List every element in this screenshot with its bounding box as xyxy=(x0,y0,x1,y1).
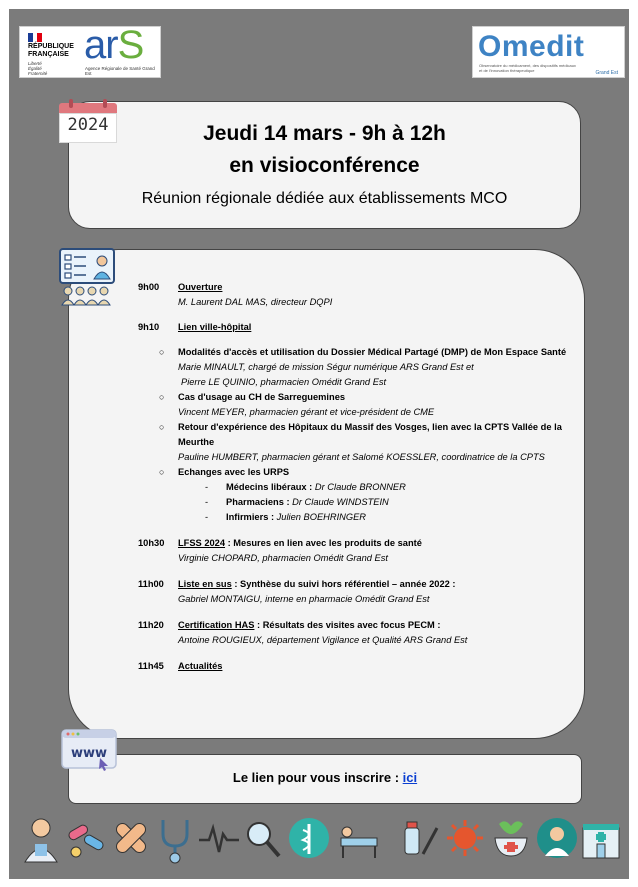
republique-francaise-label: RÉPUBLIQUE FRANÇAISE xyxy=(28,43,74,58)
signup-link[interactable]: ici xyxy=(402,770,418,785)
ars-logo xyxy=(19,23,161,78)
program-item-city-hospital xyxy=(138,320,568,335)
item-title: Actualités xyxy=(178,661,223,671)
program-item-certification: 11h20 Certification HAS : Résultats des visites avec focus PECM : Antoine ROUGIEUX, département Vigilance et Qualité ARS Grand Est xyxy=(138,618,568,648)
time-label: 11h20 xyxy=(138,620,164,630)
signup-text: Le lien pour vous inscrire : ici xyxy=(232,770,418,785)
vaccine-icon xyxy=(397,814,441,864)
item-title: Lien ville-hôpital xyxy=(178,322,252,332)
sub-item-title: Modalités d'accès et utilisation du Dossier Médical Partagé (DMP) de Mon Espace Santé xyxy=(178,347,567,357)
www-browser-icon xyxy=(60,728,118,772)
program-list xyxy=(138,280,568,674)
time-label: 11h00 xyxy=(138,579,164,589)
mortar-icon xyxy=(489,814,533,864)
item-title: Liste en sus xyxy=(178,579,232,589)
omedit-wordmark: Omedit xyxy=(478,30,585,63)
sub-item-speaker: Pauline HUMBERT, pharmacien gérant et Salomé KOESSLER, coordinatrice de la CPTS xyxy=(178,452,545,462)
time-label: 11h45 xyxy=(138,661,164,671)
item-speaker: Virginie CHOPARD, pharmacien Omédit Grand Est xyxy=(178,553,388,563)
program-item-lfss: 10h30 LFSS 2024 : Mesures en lien avec les produits de santé Virginie CHOPARD, pharmacien Omédit Grand Est xyxy=(138,536,568,566)
sub-item-speaker: Marie MINAULT, chargé de mission Ségur numérique ARS Grand Est et xyxy=(178,362,474,372)
sub-item-dmp: ○ Modalités d'accès et utilisation du Dossier Médical Partagé (DMP) de Mon Espace Santé Marie MINAULT, chargé de mission Ségur numérique ARS Grand Est et Pierre LE QUINIO, pharmacien Omédit Grand Est xyxy=(178,345,568,390)
item-title: Ouverture xyxy=(178,282,223,292)
item-title: Certification HAS xyxy=(178,620,255,630)
time-label: 9h00 xyxy=(138,282,160,292)
sub-item-speaker: Pierre LE QUINIO, pharmacien Omédit Grand Est xyxy=(181,377,387,387)
item-title: LFSS 2024 xyxy=(178,538,226,548)
stethoscope-icon xyxy=(153,814,197,864)
event-title: Jeudi 14 mars - 9h à 12h en visioconférence xyxy=(203,122,446,177)
signup-card xyxy=(68,754,582,804)
magnifier-icon xyxy=(241,814,285,864)
ars-wordmark: arS xyxy=(84,23,144,67)
item-speaker: Antoine ROUGIEUX, département Vigilance et Qualité ARS Grand Est xyxy=(178,635,468,645)
virus-icon xyxy=(443,814,487,864)
training-presentation-icon xyxy=(56,247,118,309)
nurse-icon xyxy=(535,814,579,864)
doctor-icon xyxy=(19,814,63,864)
page-background xyxy=(9,9,629,879)
program-item-liste-en-sus: 11h00 Liste en sus : Synthèse du suivi hors référentiel – année 2022 : Gabriel MONTAIGU, interne en pharmacie Omédit Grand Est xyxy=(138,577,568,607)
time-label: 9h10 xyxy=(138,322,160,332)
urps-nurses: - Infirmiers : Julien BOEHRINGER xyxy=(205,512,367,522)
time-label: 10h30 xyxy=(138,538,165,548)
sub-item-sarreguemines: ○ Cas d'usage au CH de Sarreguemines Vincent MEYER, pharmacien gérant et vice-président de CME xyxy=(178,390,568,420)
item-speaker: Gabriel MONTAIGU, interne en pharmacie Omédit Grand Est xyxy=(178,594,430,604)
sub-item-title: Retour d'expérience des Hôpitaux du Massif des Vosges, lien avec la CPTS Vallée de la Meurthe xyxy=(178,422,562,447)
pills-icon xyxy=(64,814,108,864)
sub-item-urps: ○ Echanges avec les URPS xyxy=(178,465,568,480)
sub-item-title: Cas d'usage au CH de Sarreguemines xyxy=(178,392,346,402)
ars-subtitle: Agence Régionale de Santé Grand Est xyxy=(85,66,155,76)
calendar-icon xyxy=(59,99,117,145)
item-speaker: M. Laurent DAL MAS, directeur DQPI xyxy=(178,297,333,307)
omedit-subtitle: Observatoire du médicament, des dispositifs médicaux et de l'innovation thérapeutique xyxy=(479,63,576,73)
event-header-card xyxy=(68,101,581,229)
urps-doctors: - Médecins libéraux : Dr Claude BRONNER xyxy=(205,482,406,492)
calendar-year: 2024 xyxy=(67,115,109,135)
footer-icon-strip xyxy=(19,814,619,866)
pharmacy-icon xyxy=(287,814,331,864)
republique-motto: Liberté Égalité Fraternité xyxy=(28,61,48,76)
ecg-icon xyxy=(197,814,241,864)
program-item-news xyxy=(138,659,568,674)
sub-item-vosges: ○ Retour d'expérience des Hôpitaux du Massif des Vosges, lien avec la CPTS Vallée de la Meurthe Pauline HUMBERT, pharmacien gérant et Salomé KOESSLER, coordinatrice de la CPTS xyxy=(178,420,568,465)
bandage-icon xyxy=(109,814,153,864)
french-flag-icon xyxy=(28,33,42,42)
www-text: www xyxy=(70,746,108,761)
event-subtitle: Réunion régionale dédiée aux établissements MCO xyxy=(141,190,508,207)
hospital-bed-icon xyxy=(337,814,381,864)
program-item-opening xyxy=(138,280,568,310)
urps-pharmacists: - Pharmaciens : Dr Claude WINDSTEIN xyxy=(205,497,389,507)
sub-item-speaker: Vincent MEYER, pharmacien gérant et vice-président de CME xyxy=(178,407,435,417)
pharmacy-building-icon xyxy=(579,814,623,864)
omedit-logo xyxy=(472,26,625,78)
sub-item-title: Echanges avec les URPS xyxy=(178,467,290,477)
omedit-region: Grand Est xyxy=(595,70,618,76)
